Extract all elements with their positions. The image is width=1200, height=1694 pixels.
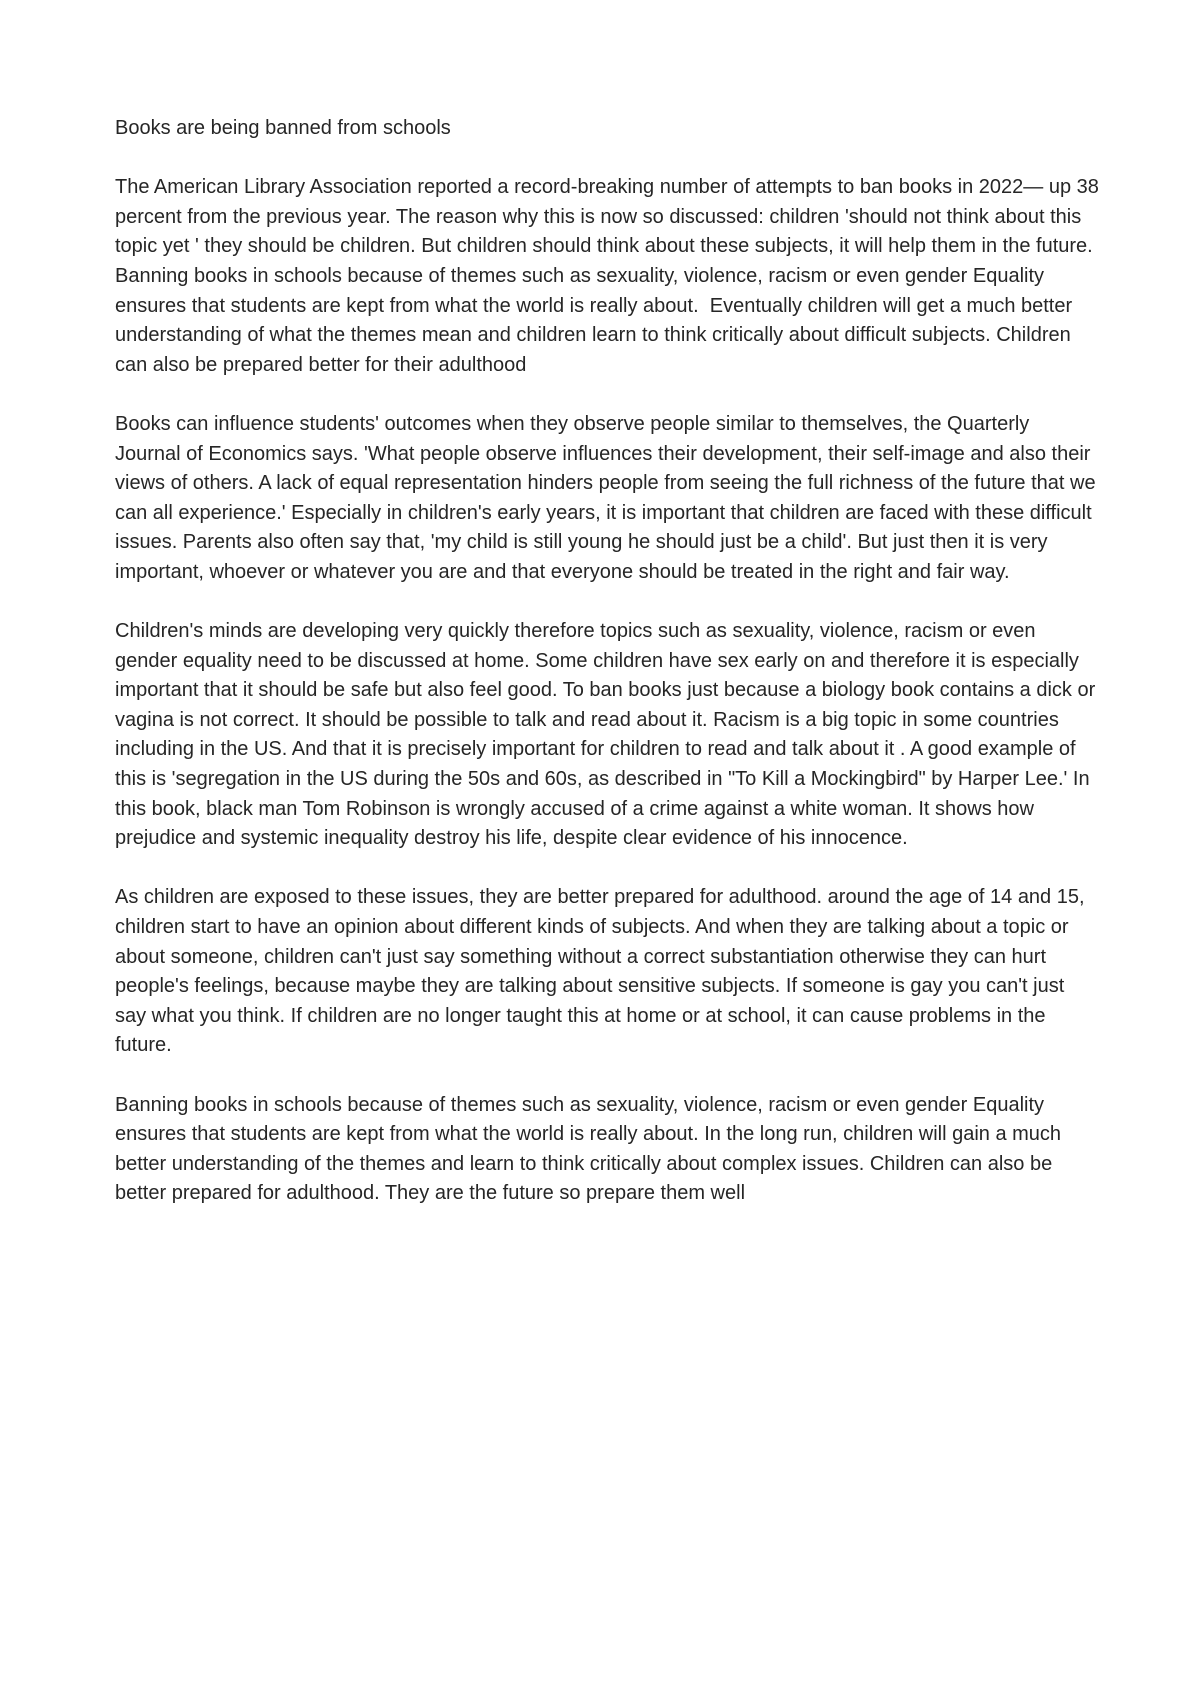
document-title: Books are being banned from schools [115,117,451,139]
paragraph-1: The American Library Association reported a record-breaking number of attempts to ban books in 2022— up 38 percent from the previous year. The reason why this is now so discussed: children 'should not think about this topic yet ' they should be children. But children should think about these subjects, it will help them in the future. Banning books in schools because of themes such as sexuality, violence, racism or even gender Equality ensures that students are kept from what the world is really about. Eventually children will get a much better understanding of what the themes mean and children learn to think critically about difficult subjects. Children can also be prepared better for their adulthood [115,176,1105,376]
document-body [115,114,1105,1209]
paragraph-5: Banning books in schools because of themes such as sexuality, violence, racism or even gender Equality ensures that students are kept from what the world is really about. In the long run, children will gain a much better understanding of the themes and learn to think critically about complex issues. Children can also be better prepared for adulthood. They are the future so prepare them well [115,1093,1067,1205]
paragraph-2: Books can influence students' outcomes when they observe people similar to themselves, the Quarterly Journal of Economics says. 'What people observe influences their development, their self-image and also their views of others. A lack of equal representation hinders people from seeing the full richness of the future that we can all experience.' Especially in children's early years, it is important that children are faced with these difficult issues. Parents also often say that, 'my child is still young he should just be a child'. But just then it is very important, whoever or whatever you are and that everyone should be treated in the right and fair way. [115,412,1102,583]
paragraph-4: As children are exposed to these issues, they are better prepared for adulthood. around the age of 14 and 15, children start to have an opinion about different kinds of subjects. And when they are talking about a topic or about someone, children can't just say something without a correct substantiation otherwise they can hurt people's feelings, because maybe they are talking about sensitive subjects. If someone is gay you can't just say what you think. If children are no longer taught this at home or at school, it can cause problems in the future. [115,886,1091,1057]
paragraph-3: Children's minds are developing very quickly therefore topics such as sexuality, violence, racism or even gender equality need to be discussed at home. Some children have sex early on and therefore it is especially important that it should be safe but also feel good. To ban books just because a biology book contains a dick or vagina is not correct. It should be possible to talk and read about it. Racism is a big topic in some countries including in the US. And that it is precisely important for children to read and talk about it . A good example of this is 'segregation in the US during the 50s and 60s, as described in "To Kill a Mockingbird" by Harper Lee.' In this book, black man Tom Robinson is wrongly accused of a crime against a white woman. It shows how prejudice and systemic inequality destroy his life, despite clear evidence of his innocence. [115,620,1101,850]
